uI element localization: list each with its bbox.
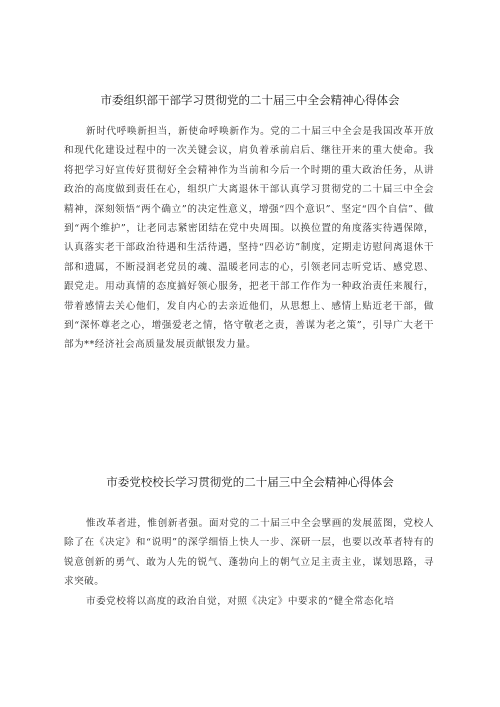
section-title-1: 市委组织部干部学习贯彻党的二十届三中全会精神心得体会 — [100, 93, 400, 107]
paragraph-2-2: 市委党校将以高度的政治自觉，对照《决定》中要求的“健全常态化培 — [86, 595, 395, 607]
section-body-1 — [64, 122, 434, 355]
section-body-2 — [64, 514, 434, 611]
paragraph-2-1: 惟改革者进，惟创新者强。面对党的二十届三中全会擘画的发展蓝图，党校人除了在《决定》和“说明”的深学细悟上快人一步、深研一层，也要以改革者特有的锐意创新的勇气、敢为人先的锐气、蓬勃向上的朝气立足主责主业，谋划思路，寻求突破。 — [64, 518, 434, 588]
paragraph-1-1: 新时代呼唤新担当，新使命呼唤新作为。党的二十届三中全会是我国改革开放和现代化建设过程中的一次关键会议，肩负着承前启后、继往开来的重大使命。我将把学习好宣传好贯彻好全会精神作为当前和今后一个时期的重大政治任务，从讲政治的高度做到责任在心，组织广大离退休干部认真学习贯彻党的二十届三中全会精神，深刻领悟“两个确立”的决定性意义，增强“四个意识”、坚定“四个自信”、做到“两个维护”，让老同志紧密团结在党中央周围。以换位置的角度落实待遇保障，认真落实老干部政治待遇和生活待遇，坚持“四必访”制度，定期走访慰问离退休干部和遗属，不断浸润老党员的魂、温暖老同志的心，引领老同志听党话、感党恩、跟党走。用动真情的态度搞好领心服务，把老干部工作作为一种政治责任来履行，带着感情去关心他们，发自内心的去亲近他们，从思想上、感情上贴近老干部，做到“深怀尊老之心，增强爱老之情，恪守敬老之责，善谋为老之策”，引导广大老干部为**经济社会高质量发展贡献银发力量。 — [64, 126, 434, 351]
section-title-2: 市委党校校长学习贯彻党的二十届三中全会精神心得体会 — [106, 475, 394, 489]
